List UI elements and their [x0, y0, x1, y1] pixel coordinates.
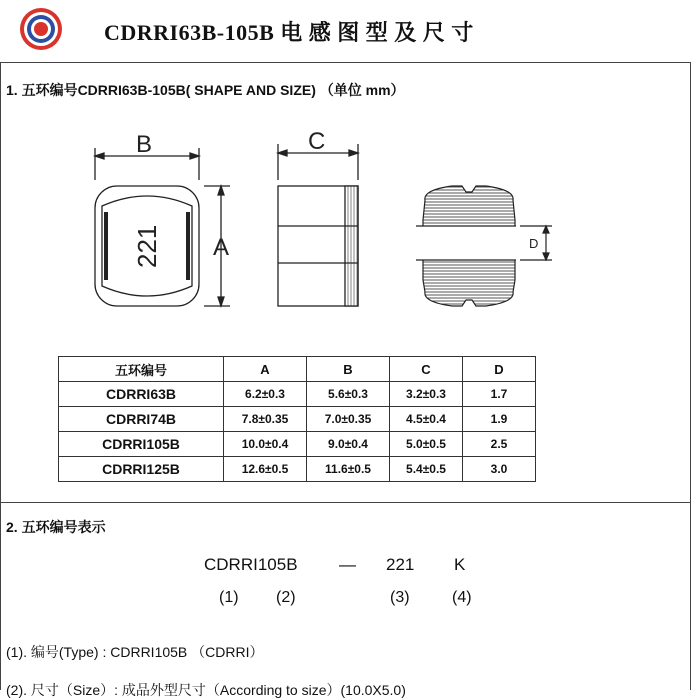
table-cell: 10.0±0.4	[224, 432, 307, 457]
table-row	[59, 407, 536, 432]
header-cell: D	[463, 357, 536, 382]
table-cell: 5.4±0.5	[390, 457, 463, 482]
code-value: 221	[386, 555, 415, 574]
index-1: (1)	[219, 589, 239, 606]
table-cell: 4.5±0.4	[390, 407, 463, 432]
frame-line-right	[690, 62, 691, 690]
table-cell: 1.9	[463, 407, 536, 432]
table-cell: 5.6±0.3	[307, 382, 390, 407]
table-row	[59, 432, 536, 457]
table-row	[59, 382, 536, 407]
index-3: (3)	[390, 589, 410, 606]
table-cell: 11.6±0.5	[307, 457, 390, 482]
spec-table	[58, 356, 536, 482]
label-c: C	[308, 128, 326, 155]
index-4: (4)	[452, 589, 472, 606]
table-cell: 6.2±0.3	[224, 382, 307, 407]
frame-line-top	[0, 62, 690, 63]
inductor-marking: 221	[132, 224, 162, 268]
table-cell: 2.5	[463, 432, 536, 457]
front-view	[95, 148, 230, 306]
page-title: CDRRI63B-105B 电 感 图 型 及 尺 寸	[104, 20, 474, 45]
code-series: CDRRI105B	[204, 555, 298, 574]
label-a: A	[213, 234, 230, 261]
table-cell: CDRRI125B	[59, 457, 224, 482]
section2-heading: 2. 五环编号表示	[6, 519, 106, 535]
index-2: (2)	[276, 589, 296, 606]
frame-line-left	[0, 62, 1, 690]
table-cell: 1.7	[463, 382, 536, 407]
table-header-row	[59, 357, 536, 382]
section1-heading: 1. 五环编号CDRRI63B-105B( SHAPE AND SIZE) （单位 mm）	[6, 82, 405, 98]
table-cell: 3.0	[463, 457, 536, 482]
table-cell: 5.0±0.5	[390, 432, 463, 457]
section-divider	[0, 502, 690, 503]
table-cell: 7.8±0.35	[224, 407, 307, 432]
side-view	[278, 144, 358, 306]
brand-logo-icon	[18, 6, 64, 52]
header-cell: B	[307, 357, 390, 382]
header-cell: C	[390, 357, 463, 382]
code-tolerance: K	[454, 555, 466, 574]
header-cell: A	[224, 357, 307, 382]
table-cell: 9.0±0.4	[307, 432, 390, 457]
dimension-drawing	[80, 120, 560, 325]
table-cell: CDRRI63B	[59, 382, 224, 407]
note-size: (2). 尺寸（Size）: 成品外型尺寸（According to size）(10.0X5.0)	[6, 682, 406, 698]
table-cell: 7.0±0.35	[307, 407, 390, 432]
code-dash: —	[339, 555, 356, 574]
table-cell: CDRRI74B	[59, 407, 224, 432]
note-type: (1). 编号(Type) : CDRRI105B （CDRRI）	[6, 644, 264, 660]
table-cell: CDRRI105B	[59, 432, 224, 457]
table-cell: 3.2±0.3	[390, 382, 463, 407]
label-b: B	[136, 131, 153, 158]
label-d: D	[529, 236, 539, 251]
table-cell: 12.6±0.5	[224, 457, 307, 482]
table-row	[59, 457, 536, 482]
header-cell: 五环编号	[59, 357, 224, 382]
